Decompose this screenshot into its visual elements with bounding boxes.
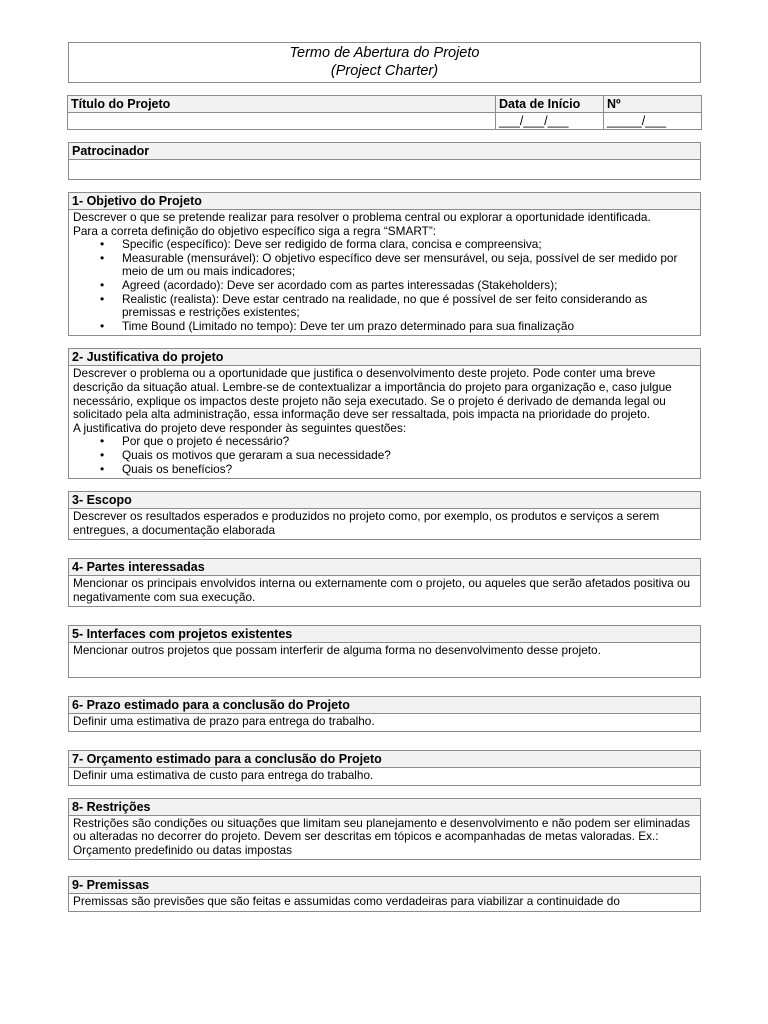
justification-text: Descrever o problema ou a oportunidade que justifica o desenvolvimento deste projeto. Pode conter uma breve descrição da situação atual. Lembre-se de contextualizar a importância do projeto para organização e, caso julgue necessário, explique os impactos deste projeto não seja executado. Se o projeto é derivado de demanda legal ou solicitado pela alta administração, essa informação deve ser ressaltada, pois impacta na prioridade do projeto. — [73, 366, 672, 422]
list-item: • Realistic (realista): Deve estar centrado na realidade, no que é possível de ser feito considerando as premissas e restrições existentes; — [122, 293, 697, 320]
assumptions-section — [68, 876, 701, 912]
objective-text: Descrever o que se pretende realizar para resolver o problema central ou explorar a oportunidade identificada. — [73, 210, 651, 224]
document-title: Termo de Abertura do Projeto — [289, 45, 480, 61]
list-item: • Agreed (acordado): Deve ser acordado com as partes interessadas (Stakeholders); — [122, 279, 697, 293]
objective-heading: 1- Objetivo do Projeto — [69, 193, 700, 210]
sponsor-section — [68, 142, 701, 180]
document-title-box — [68, 42, 701, 83]
budget-text: Definir uma estimativa de custo para entrega do trabalho. — [73, 768, 374, 783]
smart-list — [73, 238, 697, 333]
document-subtitle: (Project Charter) — [330, 63, 439, 79]
stakeholders-heading: 4- Partes interessadas — [69, 559, 700, 576]
interfaces-text: Mencionar outros projetos que possam interferir de alguma forma no desenvolvimento desse projeto. — [73, 643, 601, 658]
interfaces-body[interactable] — [69, 643, 700, 677]
budget-section — [68, 750, 701, 786]
budget-body[interactable] — [69, 768, 700, 785]
objective-smart-intro: Para a correta definição do objetivo específico siga a regra “SMART”: — [73, 223, 437, 238]
project-title-field[interactable] — [68, 113, 496, 130]
restrictions-section — [68, 798, 701, 861]
stakeholders-body[interactable] — [69, 576, 700, 606]
interfaces-heading: 5- Interfaces com projetos existentes — [69, 626, 700, 643]
number-label: Nº — [604, 96, 702, 113]
questions-list — [73, 435, 697, 476]
deadline-heading: 6- Prazo estimado para a conclusão do Projeto — [69, 697, 700, 714]
start-date-field[interactable]: ___/___/___ — [496, 113, 604, 130]
list-item: • Specific (específico): Deve ser redigido de forma clara, concisa e compreensiva; — [122, 238, 697, 252]
scope-text: Descrever os resultados esperados e produzidos no projeto como, por exemplo, os produtos e serviços a serem entregues, a documentação elaborada — [73, 509, 660, 537]
start-date-label: Data de Início — [496, 96, 604, 113]
list-item: • Quais os benefícios? — [122, 463, 697, 477]
deadline-section — [68, 696, 701, 732]
restrictions-heading: 8- Restrições — [69, 799, 700, 816]
justification-questions-intro: A justificativa do projeto deve responder às seguintes questões: — [73, 420, 407, 435]
assumptions-heading: 9- Premissas — [69, 877, 700, 894]
stakeholders-text: Mencionar os principais envolvidos interna ou externamente com o projeto, ou aqueles que serão afetados positiva ou negativamente com sua execução. — [73, 576, 691, 604]
sponsor-label: Patrocinador — [69, 143, 700, 160]
sponsor-field[interactable] — [69, 160, 700, 179]
number-field[interactable]: _____/___ — [604, 113, 702, 130]
justification-heading: 2- Justificativa do projeto — [69, 349, 700, 366]
interfaces-section — [68, 625, 701, 678]
project-title-label: Título do Projeto — [68, 96, 496, 113]
scope-body[interactable] — [69, 509, 700, 539]
deadline-text: Definir uma estimativa de prazo para entrega do trabalho. — [73, 714, 375, 729]
list-item: • Time Bound (Limitado no tempo): Deve ter um prazo determinado para sua finalização — [122, 320, 697, 334]
list-item: • Por que o projeto é necessário? — [122, 435, 697, 449]
scope-section — [68, 491, 701, 540]
deadline-body[interactable] — [69, 714, 700, 731]
justification-body[interactable] — [69, 366, 700, 478]
stakeholders-section — [68, 558, 701, 607]
restrictions-text: Restrições são condições ou situações que limitam seu planejamento e desenvolvimento e não podem ser eliminadas ou alteradas no decorrer do projeto. Devem ser descritas em tópicos e acompanhadas de metas valoradas. Ex.: Orçamento predefinido ou datas impostas — [73, 815, 691, 857]
budget-heading: 7- Orçamento estimado para a conclusão do Projeto — [69, 751, 700, 768]
project-charter-form — [68, 42, 701, 912]
assumptions-body[interactable] — [69, 894, 700, 911]
list-item: • Measurable (mensurável): O objetivo específico deve ser mensurável, ou seja, possível de ser medido por meio de um ou mais indicadores; — [122, 252, 697, 279]
scope-heading: 3- Escopo — [69, 492, 700, 509]
justification-section — [68, 348, 701, 479]
objective-body[interactable] — [69, 210, 700, 335]
restrictions-body[interactable] — [69, 816, 700, 860]
objective-section — [68, 192, 701, 336]
assumptions-text: Premissas são previsões que são feitas e assumidas como verdadeiras para viabilizar a continuidade do — [73, 894, 620, 909]
list-item: • Quais os motivos que geraram a sua necessidade? — [122, 449, 697, 463]
project-header-table — [67, 95, 702, 130]
